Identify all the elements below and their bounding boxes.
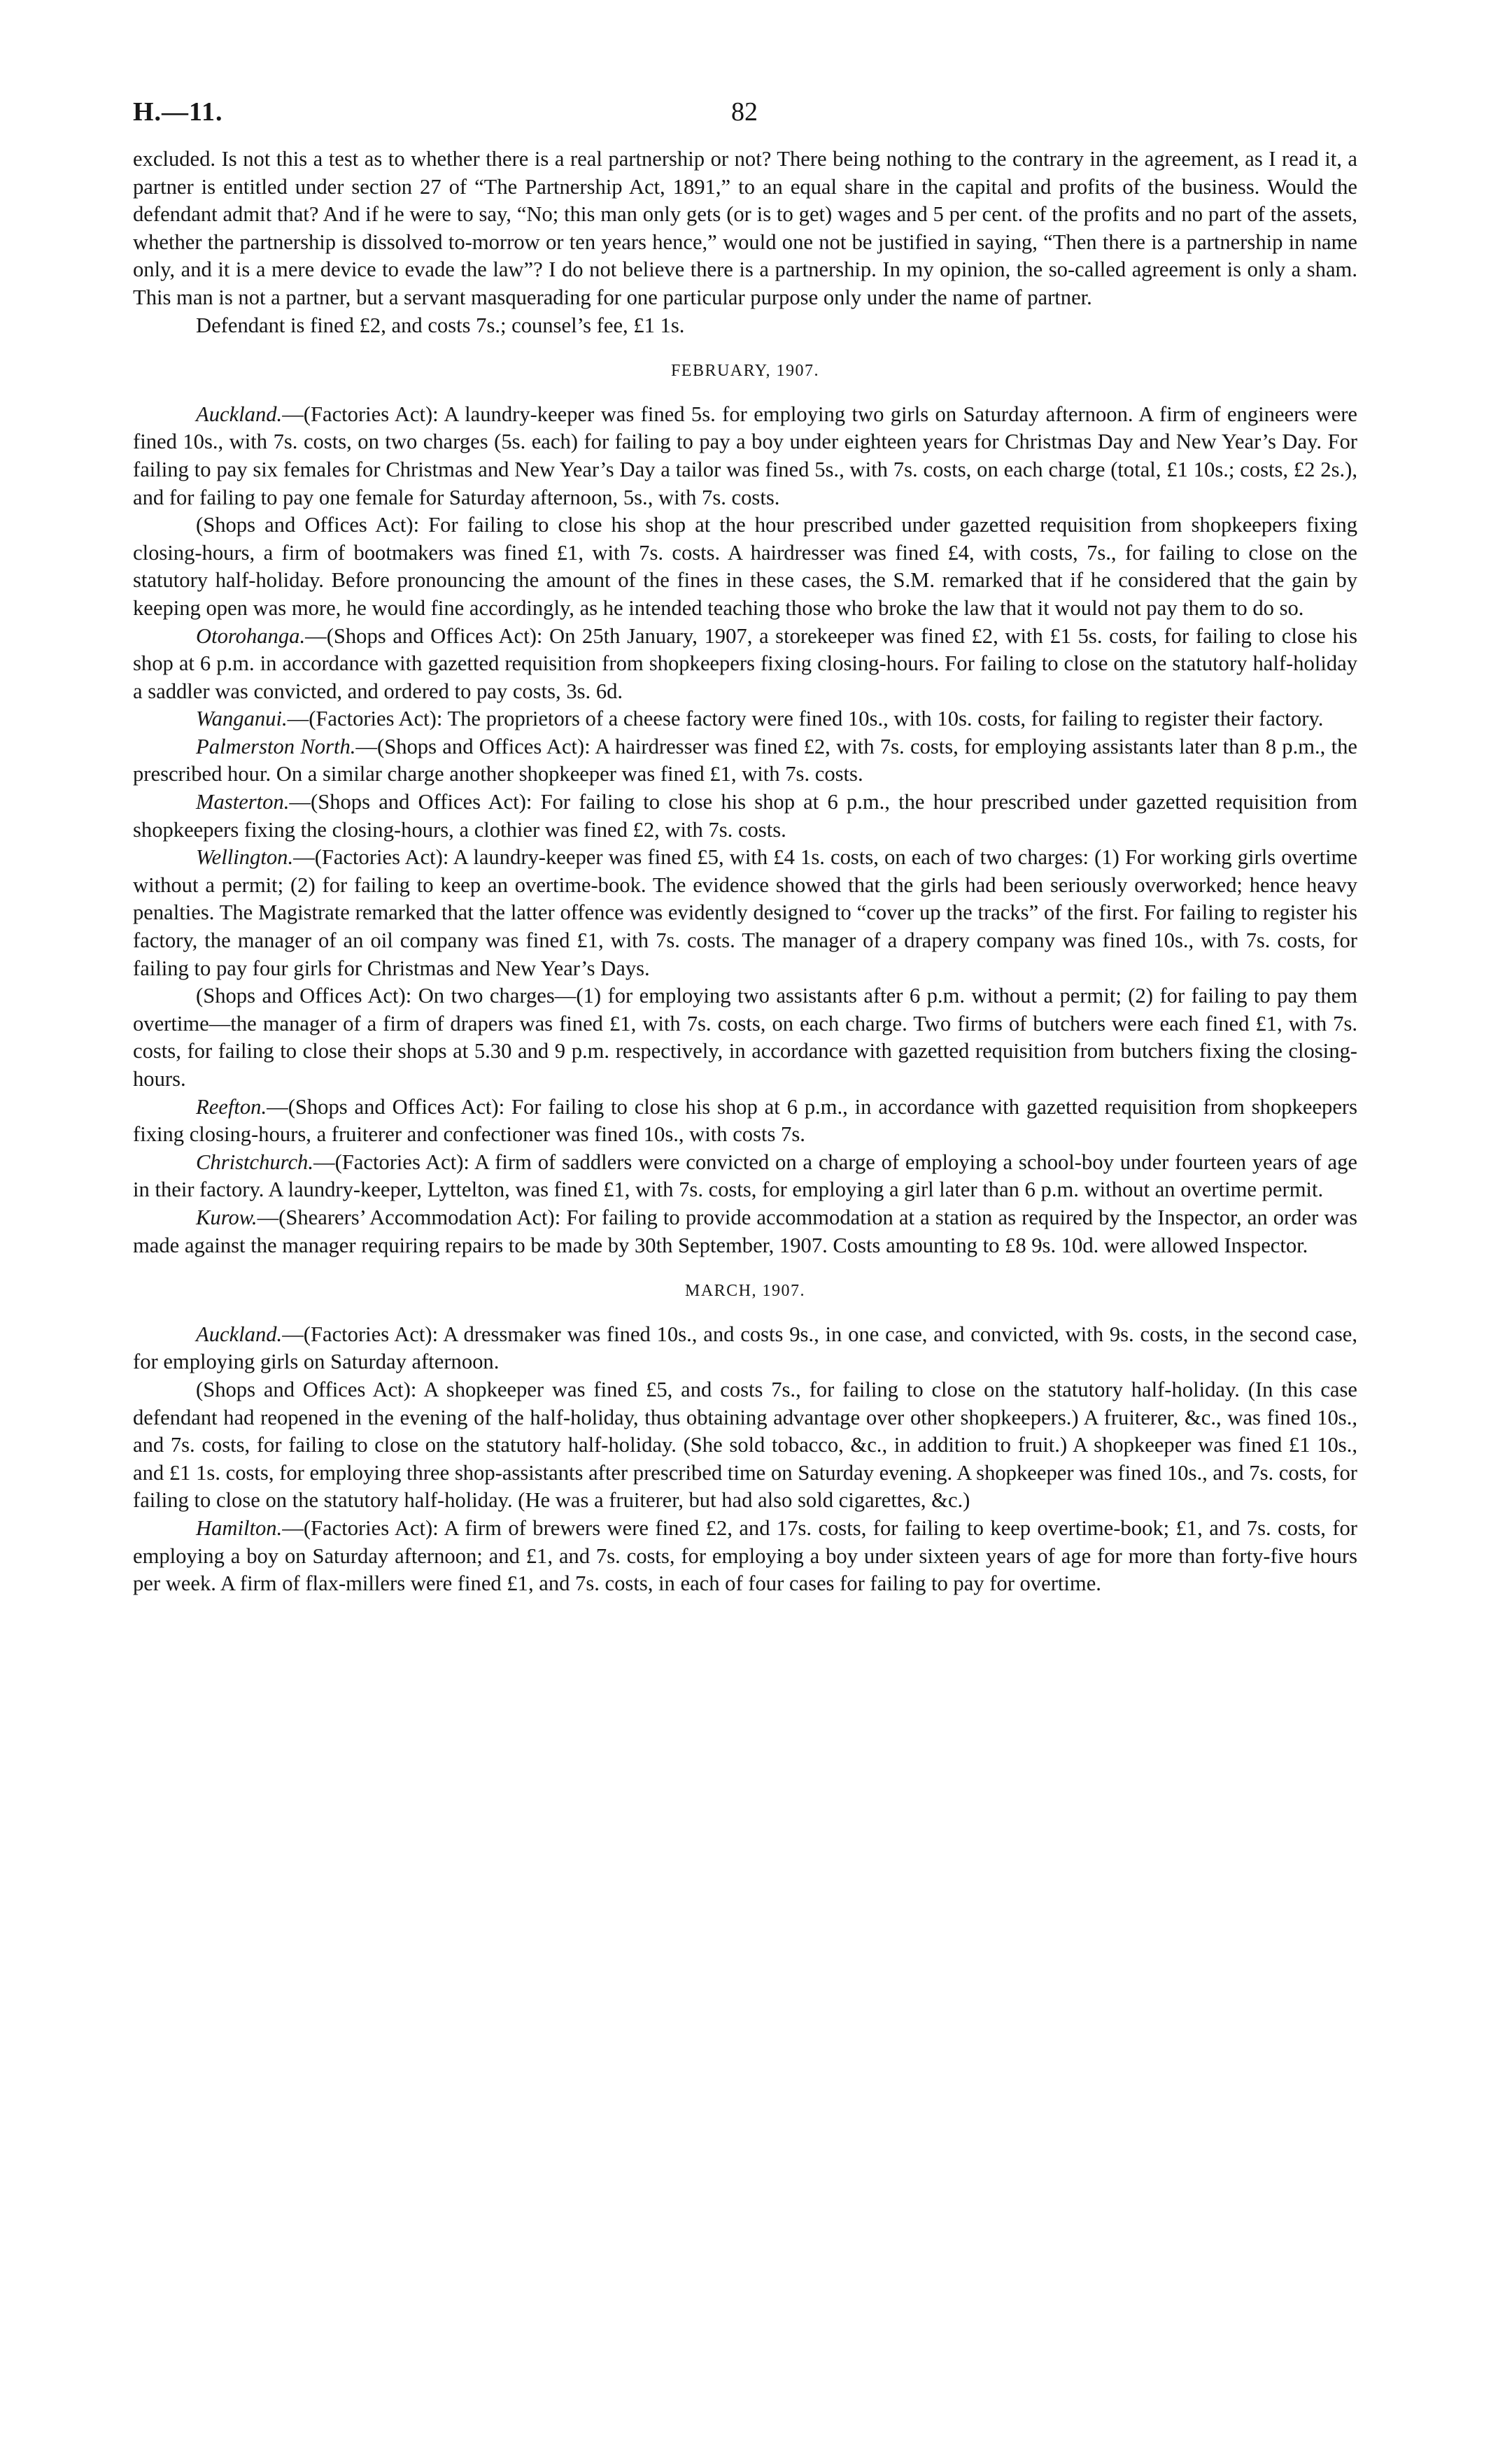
paragraph-text: —(Factories Act): A firm of brewers were fined £2, and 17s. costs, for failing to keep overtime-book; £1, and 7s. costs, for employing a boy on Saturday afternoon; and £1, and 7s. costs, for employing a boy under sixteen years of age for more than forty-five hours per week. A firm of flax-millers were fined £1, and 7s. costs, in each of four cases for failing to pay for overtime. <box>133 1515 1357 1596</box>
paragraph <box>133 982 1357 1093</box>
place-name: Auckland. <box>196 402 283 426</box>
paragraph <box>133 789 1357 844</box>
paragraph-text: —(Shops and Offices Act): For failing to close his shop at 6 p.m., in accordance with gazetted requisition from shopkeepers fixing closing-hours, a fruiterer and confectioner was fined 10s., with costs 7s. <box>133 1094 1357 1147</box>
place-name: Hamilton. <box>196 1515 283 1540</box>
page-number: 82 <box>731 97 758 127</box>
paragraph <box>133 705 1357 733</box>
place-name: Reefton. <box>196 1094 267 1119</box>
paragraph-text: —(Shops and Offices Act): A hairdresser was fined £2, with 7s. costs, for employing assistants later than 8 p.m., the prescribed hour. On a similar charge another shopkeeper was fined £1, with 7s. costs. <box>133 734 1358 786</box>
paragraph <box>133 1515 1357 1598</box>
place-name: Christchurch. <box>196 1150 313 1174</box>
paragraph <box>133 1094 1357 1149</box>
paragraph-text: —(Shearers’ Accommodation Act): For failing to provide accommodation at a station as required by the Inspector, an order was made against the manager requiring repairs to be made by 30th September, 1907. Costs amounting to £8 9s. 10d. were allowed Inspector. <box>133 1205 1357 1257</box>
paragraph <box>133 623 1357 706</box>
document-identifier: H.—11. <box>133 97 223 127</box>
paragraph-text: (Shops and Offices Act): For failing to close his shop at the hour prescribed under gazetted requisition from shopkeepers fixing closing-hours, a firm of bootmakers was fined £1, with 7s. costs. A hairdresser was fined £4, with costs, 7s., for failing to close on the statutory half-holiday. Before pronouncing the amount of the fines in these cases, the S.M. remarked that if he considered that the gain by keeping open was more, he would fine accordingly, as he intended teaching those who broke the law that it would not pay them to do so. <box>133 513 1357 620</box>
paragraph-text: (Shops and Offices Act): On two charges—(1) for employing two assistants after 6 p.m. without a permit; (2) for failing to pay them overtime—the manager of a firm of drapers was fined £1, with 7s. costs, on each charge. Two firms of butchers were each fined £1, with 7s. costs, for failing to close their shops at 5.30 and 9 p.m. respectively, in accordance with gazetted requisition from butchers fixing the closing-hours. <box>133 984 1357 1091</box>
document-page <box>133 90 1357 1598</box>
paragraph-text: —(Factories Act): A laundry-keeper was fined 5s. for employing two girls on Saturday afternoon. A firm of engineers were fined 10s., with 7s. costs, on two charges (5s. each) for failing to pay a boy under eighteen years for Christmas Day and New Year’s Day. For failing to pay six females for Christmas and New Year’s Day a tailor was fined 5s., with 7s. costs, on each charge (total, £1 10s.; costs, £2 2s.), and for failing to pay one female for Saturday afternoon, 5s., with 7s. costs. <box>133 402 1357 509</box>
paragraph-text: —(Factories Act): The proprietors of a cheese factory were fined 10s., with 10s. costs, for failing to register their factory. <box>287 707 1324 731</box>
paragraph-text: Defendant is fined £2, and costs 7s.; counsel’s fee, £1 1s. <box>196 313 685 337</box>
paragraph <box>133 401 1357 511</box>
place-name: Auckland. <box>196 1322 283 1346</box>
paragraph-text: —(Shops and Offices Act): For failing to close his shop at 6 p.m., the hour prescribed under gazetted requisition from shopkeepers fixing the closing-hours, a clothier was fined £2, with 7s. costs. <box>133 790 1357 842</box>
paragraph-text: excluded. Is not this a test as to whether there is a real partnership or not? There being nothing to the contrary in the agreement, as I read it, a partner is entitled under section 27 of “The Partnership Act, 1891,” to an equal share in the capital and profits of the business. Would the defendant admit that? And if he were to say, “No; this man only gets (or is to get) wages and 5 per cent. of the profits and no part of the assets, whether the partnership is dissolved to-morrow or ten years hence,” would one not be justified in saying, “Then there is a partnership in name only, and it is a mere device to evade the law”? I do not believe there is a partnership. In my opinion, the so-called agreement is only a sham. This man is not a partner, but a servant masquerading for one particular purpose only under the name of partner. <box>133 147 1357 309</box>
paragraph <box>133 844 1357 982</box>
place-name: Masterton. <box>196 790 290 814</box>
paragraph <box>133 1204 1357 1259</box>
section-heading: MARCH, 1907. <box>684 1282 806 1301</box>
place-name: Kurow. <box>196 1205 257 1229</box>
paragraph <box>133 312 1357 340</box>
section-heading: FEBRUARY, 1907. <box>670 362 820 381</box>
place-name: Wanganui. <box>196 707 288 731</box>
paragraph-text: —(Shops and Offices Act): On 25th January, 1907, a storekeeper was fined £2, with £1 5s. costs, for failing to close his shop at 6 p.m. in accordance with gazetted requisition from shopkeepers fixing closing-hours. For failing to close on the statutory half-holiday a saddler was convicted, and ordered to pay costs, 3s. 6d. <box>133 623 1357 703</box>
document-body <box>133 146 1357 1598</box>
place-name: Otorohanga. <box>196 623 306 648</box>
paragraph <box>133 146 1357 312</box>
place-name: Wellington. <box>196 845 294 870</box>
place-name: Palmerston North. <box>196 734 356 758</box>
paragraph-text: (Shops and Offices Act): A shopkeeper was fined £5, and costs 7s., for failing to close on the statutory half-holiday. (In this case defendant had reopened in the evening of the half-holiday, thus obtaining advantage over other shopkeepers.) A fruiterer, &c., was fined 10s., and 7s. costs, for failing to close on the statutory half-holiday. (She sold tobacco, &c., in addition to fruit.) A shopkeeper was fined £1 10s., and £1 1s. costs, for employing three shop-assistants after prescribed time on Saturday evening. A shopkeeper was fined 10s., and 7s. costs, for failing to close on the statutory half-holiday. (He was a fruiterer, but had also sold cigarettes, &c.) <box>133 1377 1357 1513</box>
paragraph <box>133 1376 1357 1515</box>
page-header <box>133 90 1357 146</box>
paragraph-text: —(Factories Act): A firm of saddlers were convicted on a charge of employing a school-boy under fourteen years of age in their factory. A laundry-keeper, Lyttelton, was fined £1, with 7s. costs, for employing a girl later than 6 p.m. without an overtime permit. <box>133 1150 1357 1202</box>
paragraph-text: —(Factories Act): A dressmaker was fined 10s., and costs 9s., in one case, and convicted, with 9s. costs, in the second case, for employing girls on Saturday afternoon. <box>133 1322 1357 1374</box>
paragraph <box>133 511 1357 622</box>
paragraph <box>133 1321 1357 1376</box>
paragraph <box>133 1149 1357 1204</box>
paragraph-text: —(Factories Act): A laundry-keeper was fined £5, with £4 1s. costs, on each of two charges: (1) For working girls overtime without a permit; (2) for failing to keep an overtime-book. The evidence showed that the girls had been seriously overworked; hence heavy penalties. The Magistrate remarked that the latter offence was evidently designed to “cover up the tracks” of the first. For failing to register his factory, the manager of an oil company was fined £1, with 7s. costs. The manager of a drapery company was fined 10s., with 7s. costs, for failing to pay four girls for Christmas and New Year’s Days. <box>133 845 1357 980</box>
paragraph <box>133 733 1357 789</box>
